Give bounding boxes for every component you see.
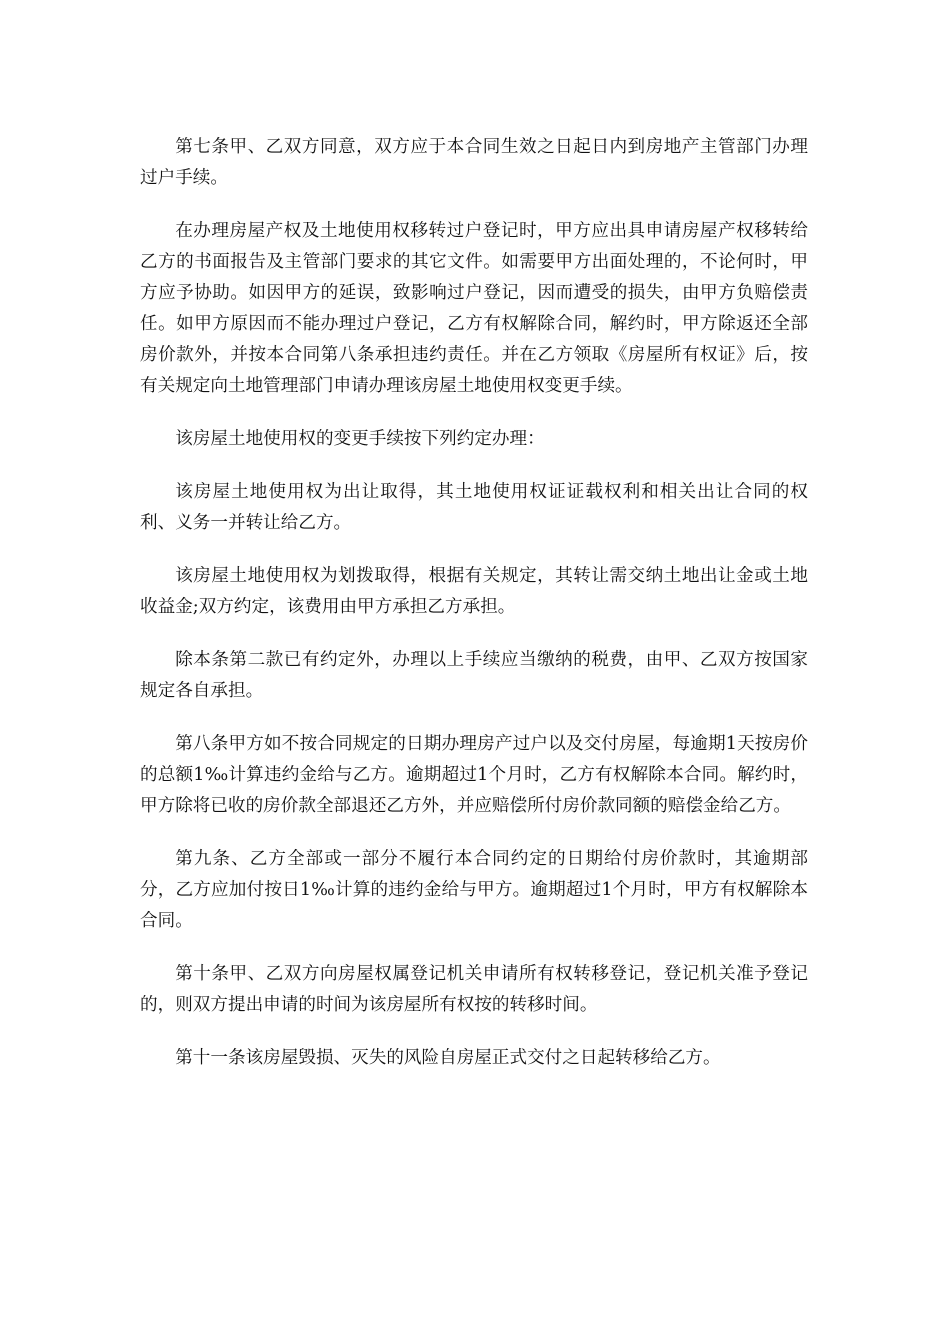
- paragraph-land-use-change: 该房屋土地使用权的变更手续按下列约定办理：: [175, 429, 545, 449]
- paragraph-transfer-registration: 在办理房屋产权及土地使用权移转过户登记时，甲方应出具申请房屋产权移转给乙方的书面报告及主管部门要求的其它文件。如需要甲方出面处理的，不论何时，甲方应予协助。如因甲方的延误，致影响过户登记，因而遭受的损失，由甲方负赔偿责任。如甲方原因而不能办理过户登记，乙方有权解除合同，解约时，甲方除返还全部房价款外，并按本合同第八条承担违约责任。并在乙方领取《房屋所有权证》后，按有关规定向土地管理部门申请办理该房屋土地使用权变更手续。: [140, 221, 808, 396]
- paragraph-article-11: 第十一条该房屋毁损、灭失的风险自房屋正式交付之日起转移给乙方。: [175, 1048, 721, 1068]
- paragraph-taxes: 除本条第二款已有约定外，办理以上手续应当缴纳的税费，由甲、乙双方按国家规定各自承担。: [140, 650, 808, 701]
- paragraph-article-10: 第十条甲、乙双方向房屋权属登记机关申请所有权转移登记，登记机关准予登记的，则双方提出申请的时间为该房屋所有权按的转移时间。: [140, 964, 808, 1015]
- paragraph-article-9: 第九条、乙方全部或一部分不履行本合同约定的日期给付房价款时，其逾期部分，乙方应加付按日1‰计算的违约金给与甲方。逾期超过1个月时，甲方有权解除本合同。: [140, 849, 808, 931]
- paragraph-article-7: 第七条甲、乙双方同意，双方应于本合同生效之日起日内到房地产主管部门办理过户手续。: [140, 137, 808, 188]
- paragraph-granted-land: 该房屋土地使用权为出让取得，其土地使用权证证载权利和相关出让合同的权利、义务一并转让给乙方。: [140, 482, 808, 533]
- paragraph-allocated-land: 该房屋土地使用权为划拨取得，根据有关规定，其转让需交纳土地出让金或土地收益金;双方约定，该费用由甲方承担乙方承担。: [140, 566, 808, 617]
- paragraph-article-8: 第八条甲方如不按合同规定的日期办理房产过户以及交付房屋，每逾期1天按房价的总额1‰计算违约金给与乙方。逾期超过1个月时，乙方有权解除本合同。解约时，甲方除将已收的房价款全部退还乙方外，并应赔偿所付房价款同额的赔偿金给乙方。: [140, 734, 808, 816]
- document-page: [140, 132, 808, 1096]
